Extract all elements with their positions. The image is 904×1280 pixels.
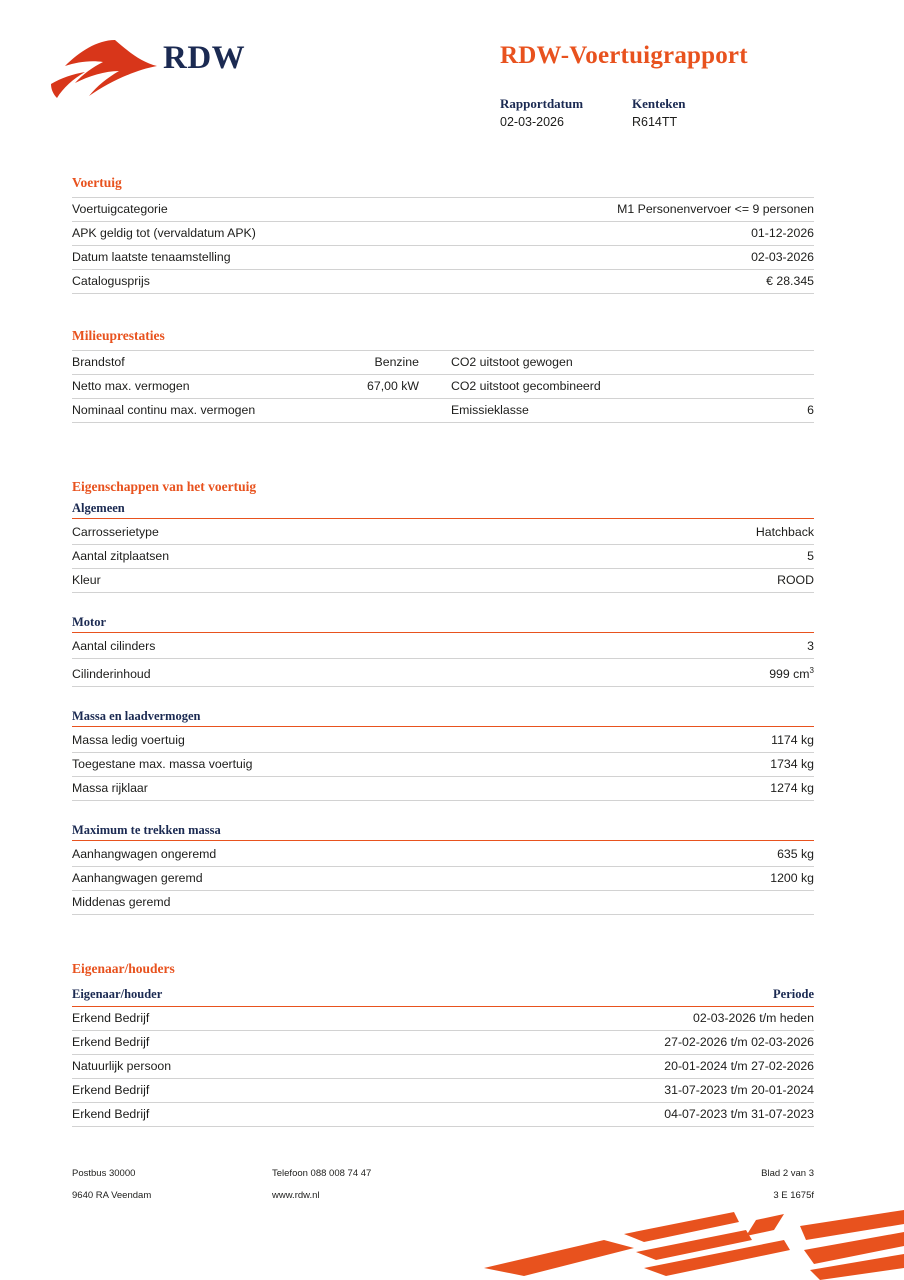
column-header-period: Periode <box>368 983 814 1007</box>
footer-form-code: 3 E 1675f <box>773 1190 814 1201</box>
table-row <box>72 843 814 867</box>
owner-name: Erkend Bedrijf <box>72 1103 368 1127</box>
row-label-secondary: Emissieklasse <box>443 399 710 423</box>
row-label: Cilinderinhoud <box>72 659 555 687</box>
spacer <box>72 687 814 709</box>
trekken-table <box>72 843 814 915</box>
owner-name: Erkend Bedrijf <box>72 1007 368 1031</box>
row-value-secondary <box>710 351 814 375</box>
row-label-secondary: CO2 uitstoot gecombineerd <box>443 375 710 399</box>
owner-period: 04-07-2023 t/m 31-07-2023 <box>368 1103 814 1127</box>
rdw-logo <box>45 32 305 102</box>
rdw-swoosh-logo-icon <box>45 38 165 100</box>
group-title-algemeen: Algemeen <box>72 501 814 519</box>
table-row <box>72 351 814 375</box>
table-row <box>72 777 814 801</box>
section-eigenschappen-title: Eigenschappen van het voertuig <box>72 479 257 494</box>
section-voertuig-title: Voertuig <box>72 175 122 190</box>
table-row <box>72 270 814 294</box>
milieu-table <box>72 350 814 423</box>
row-value: 1734 kg <box>669 753 814 777</box>
footer-line-1 <box>72 1168 814 1179</box>
owners-table <box>72 983 814 1127</box>
spacer <box>72 593 814 615</box>
table-row <box>72 1079 814 1103</box>
owner-period: 02-03-2026 t/m heden <box>368 1007 814 1031</box>
row-label: Aantal zitplaatsen <box>72 545 536 569</box>
table-row <box>72 399 814 423</box>
row-value: € 28.345 <box>430 270 814 294</box>
massa-table <box>72 729 814 801</box>
plate-value: R614TT <box>632 115 678 129</box>
row-label: Aanhangwagen ongeremd <box>72 843 641 867</box>
row-value: 5 <box>536 545 814 569</box>
table-row <box>72 729 814 753</box>
rdw-logo-text: RDW <box>163 40 246 76</box>
group-title-massa: Massa en laadvermogen <box>72 709 814 727</box>
table-row <box>72 753 814 777</box>
document-header <box>0 0 904 150</box>
table-row <box>72 246 814 270</box>
section-eigenaar-title: Eigenaar/houders <box>72 961 175 977</box>
footer-line-2 <box>72 1190 814 1201</box>
spacer <box>72 949 814 961</box>
row-label: Massa rijklaar <box>72 777 669 801</box>
row-label: Kleur <box>72 569 536 593</box>
document-content <box>72 175 814 1127</box>
table-row <box>72 375 814 399</box>
table-row <box>72 222 814 246</box>
table-row <box>72 569 814 593</box>
spacer <box>72 457 814 479</box>
row-value: ROOD <box>536 569 814 593</box>
footer-website[interactable]: www.rdw.nl <box>272 1190 320 1201</box>
section-milieuprestaties <box>72 328 814 423</box>
spacer <box>72 294 814 328</box>
row-label: Aantal cilinders <box>72 635 555 659</box>
row-value: 635 kg <box>641 843 814 867</box>
row-value: 01-12-2026 <box>430 222 814 246</box>
table-row <box>72 659 814 687</box>
document-footer <box>72 1168 814 1212</box>
row-value-secondary <box>710 375 814 399</box>
plate-label: Kenteken <box>632 96 686 111</box>
table-header-row <box>72 983 814 1007</box>
table-row <box>72 198 814 222</box>
row-value: 1274 kg <box>669 777 814 801</box>
report-meta <box>500 96 830 129</box>
row-value: 999 $cm^3$ <box>555 659 814 687</box>
row-label: Nominaal continu max. vermogen <box>72 399 339 423</box>
footer-address-line1: Postbus 30000 <box>72 1168 136 1179</box>
row-label: Toegestane max. massa voertuig <box>72 753 669 777</box>
spacer <box>72 423 814 457</box>
row-label: Aanhangwagen geremd <box>72 867 641 891</box>
footer-address-line2: 9640 RA Veendam <box>72 1190 152 1201</box>
row-value <box>339 399 443 423</box>
section-milieu-title: Milieuprestaties <box>72 328 165 343</box>
plate-block <box>632 96 764 129</box>
row-value: M1 Personenvervoer <= 9 personen <box>430 198 814 222</box>
section-voertuig <box>72 175 814 294</box>
table-row <box>72 545 814 569</box>
group-title-motor: Motor <box>72 615 814 633</box>
footer-swoosh-graphic-icon <box>484 1210 904 1280</box>
row-value: Benzine <box>339 351 443 375</box>
row-label: Middenas geremd <box>72 891 641 915</box>
row-value: 1174 kg <box>669 729 814 753</box>
row-label: Datum laatste tenaamstelling <box>72 246 430 270</box>
row-label: Voertuigcategorie <box>72 198 430 222</box>
table-row <box>72 867 814 891</box>
row-label: Brandstof <box>72 351 339 375</box>
row-label: APK geldig tot (vervaldatum APK) <box>72 222 430 246</box>
table-row <box>72 1055 814 1079</box>
algemeen-table <box>72 521 814 593</box>
footer-phone: Telefoon 088 008 74 47 <box>272 1168 372 1179</box>
row-value: 1200 kg <box>641 867 814 891</box>
section-eigenaar-houders <box>72 961 814 1127</box>
group-title-trekken: Maximum te trekken massa <box>72 823 814 841</box>
spacer <box>72 915 814 949</box>
footer-page-number: Blad 2 van 3 <box>761 1168 814 1179</box>
spacer <box>72 801 814 823</box>
owner-period: 27-02-2026 t/m 02-03-2026 <box>368 1031 814 1055</box>
section-eigenschappen <box>72 479 814 915</box>
row-value <box>641 891 814 915</box>
table-row <box>72 635 814 659</box>
row-value: 67,00 kW <box>339 375 443 399</box>
row-value: 3 <box>555 635 814 659</box>
row-value-secondary: 6 <box>710 399 814 423</box>
motor-table <box>72 635 814 687</box>
row-label: Carrosserietype <box>72 521 536 545</box>
row-value: Hatchback <box>536 521 814 545</box>
row-label: Catalogusprijs <box>72 270 430 294</box>
row-label: Massa ledig voertuig <box>72 729 669 753</box>
voertuig-table <box>72 197 814 294</box>
owner-name: Erkend Bedrijf <box>72 1079 368 1103</box>
report-date-label: Rapportdatum <box>500 96 584 111</box>
column-header-owner: Eigenaar/houder <box>72 983 368 1007</box>
table-row <box>72 1103 814 1127</box>
owner-name: Natuurlijk persoon <box>72 1055 368 1079</box>
table-row <box>72 1007 814 1031</box>
row-label: Netto max. vermogen <box>72 375 339 399</box>
row-value: 02-03-2026 <box>430 246 814 270</box>
report-date-value: 02-03-2026 <box>500 115 564 129</box>
row-label-secondary: CO2 uitstoot gewogen <box>443 351 710 375</box>
owner-period: 31-07-2023 t/m 20-01-2024 <box>368 1079 814 1103</box>
report-date-block <box>500 96 632 129</box>
page-title: RDW-Voertuigrapport <box>500 42 748 69</box>
table-row <box>72 1031 814 1055</box>
table-row <box>72 521 814 545</box>
owner-name: Erkend Bedrijf <box>72 1031 368 1055</box>
owner-period: 20-01-2024 t/m 27-02-2026 <box>368 1055 814 1079</box>
table-row <box>72 891 814 915</box>
